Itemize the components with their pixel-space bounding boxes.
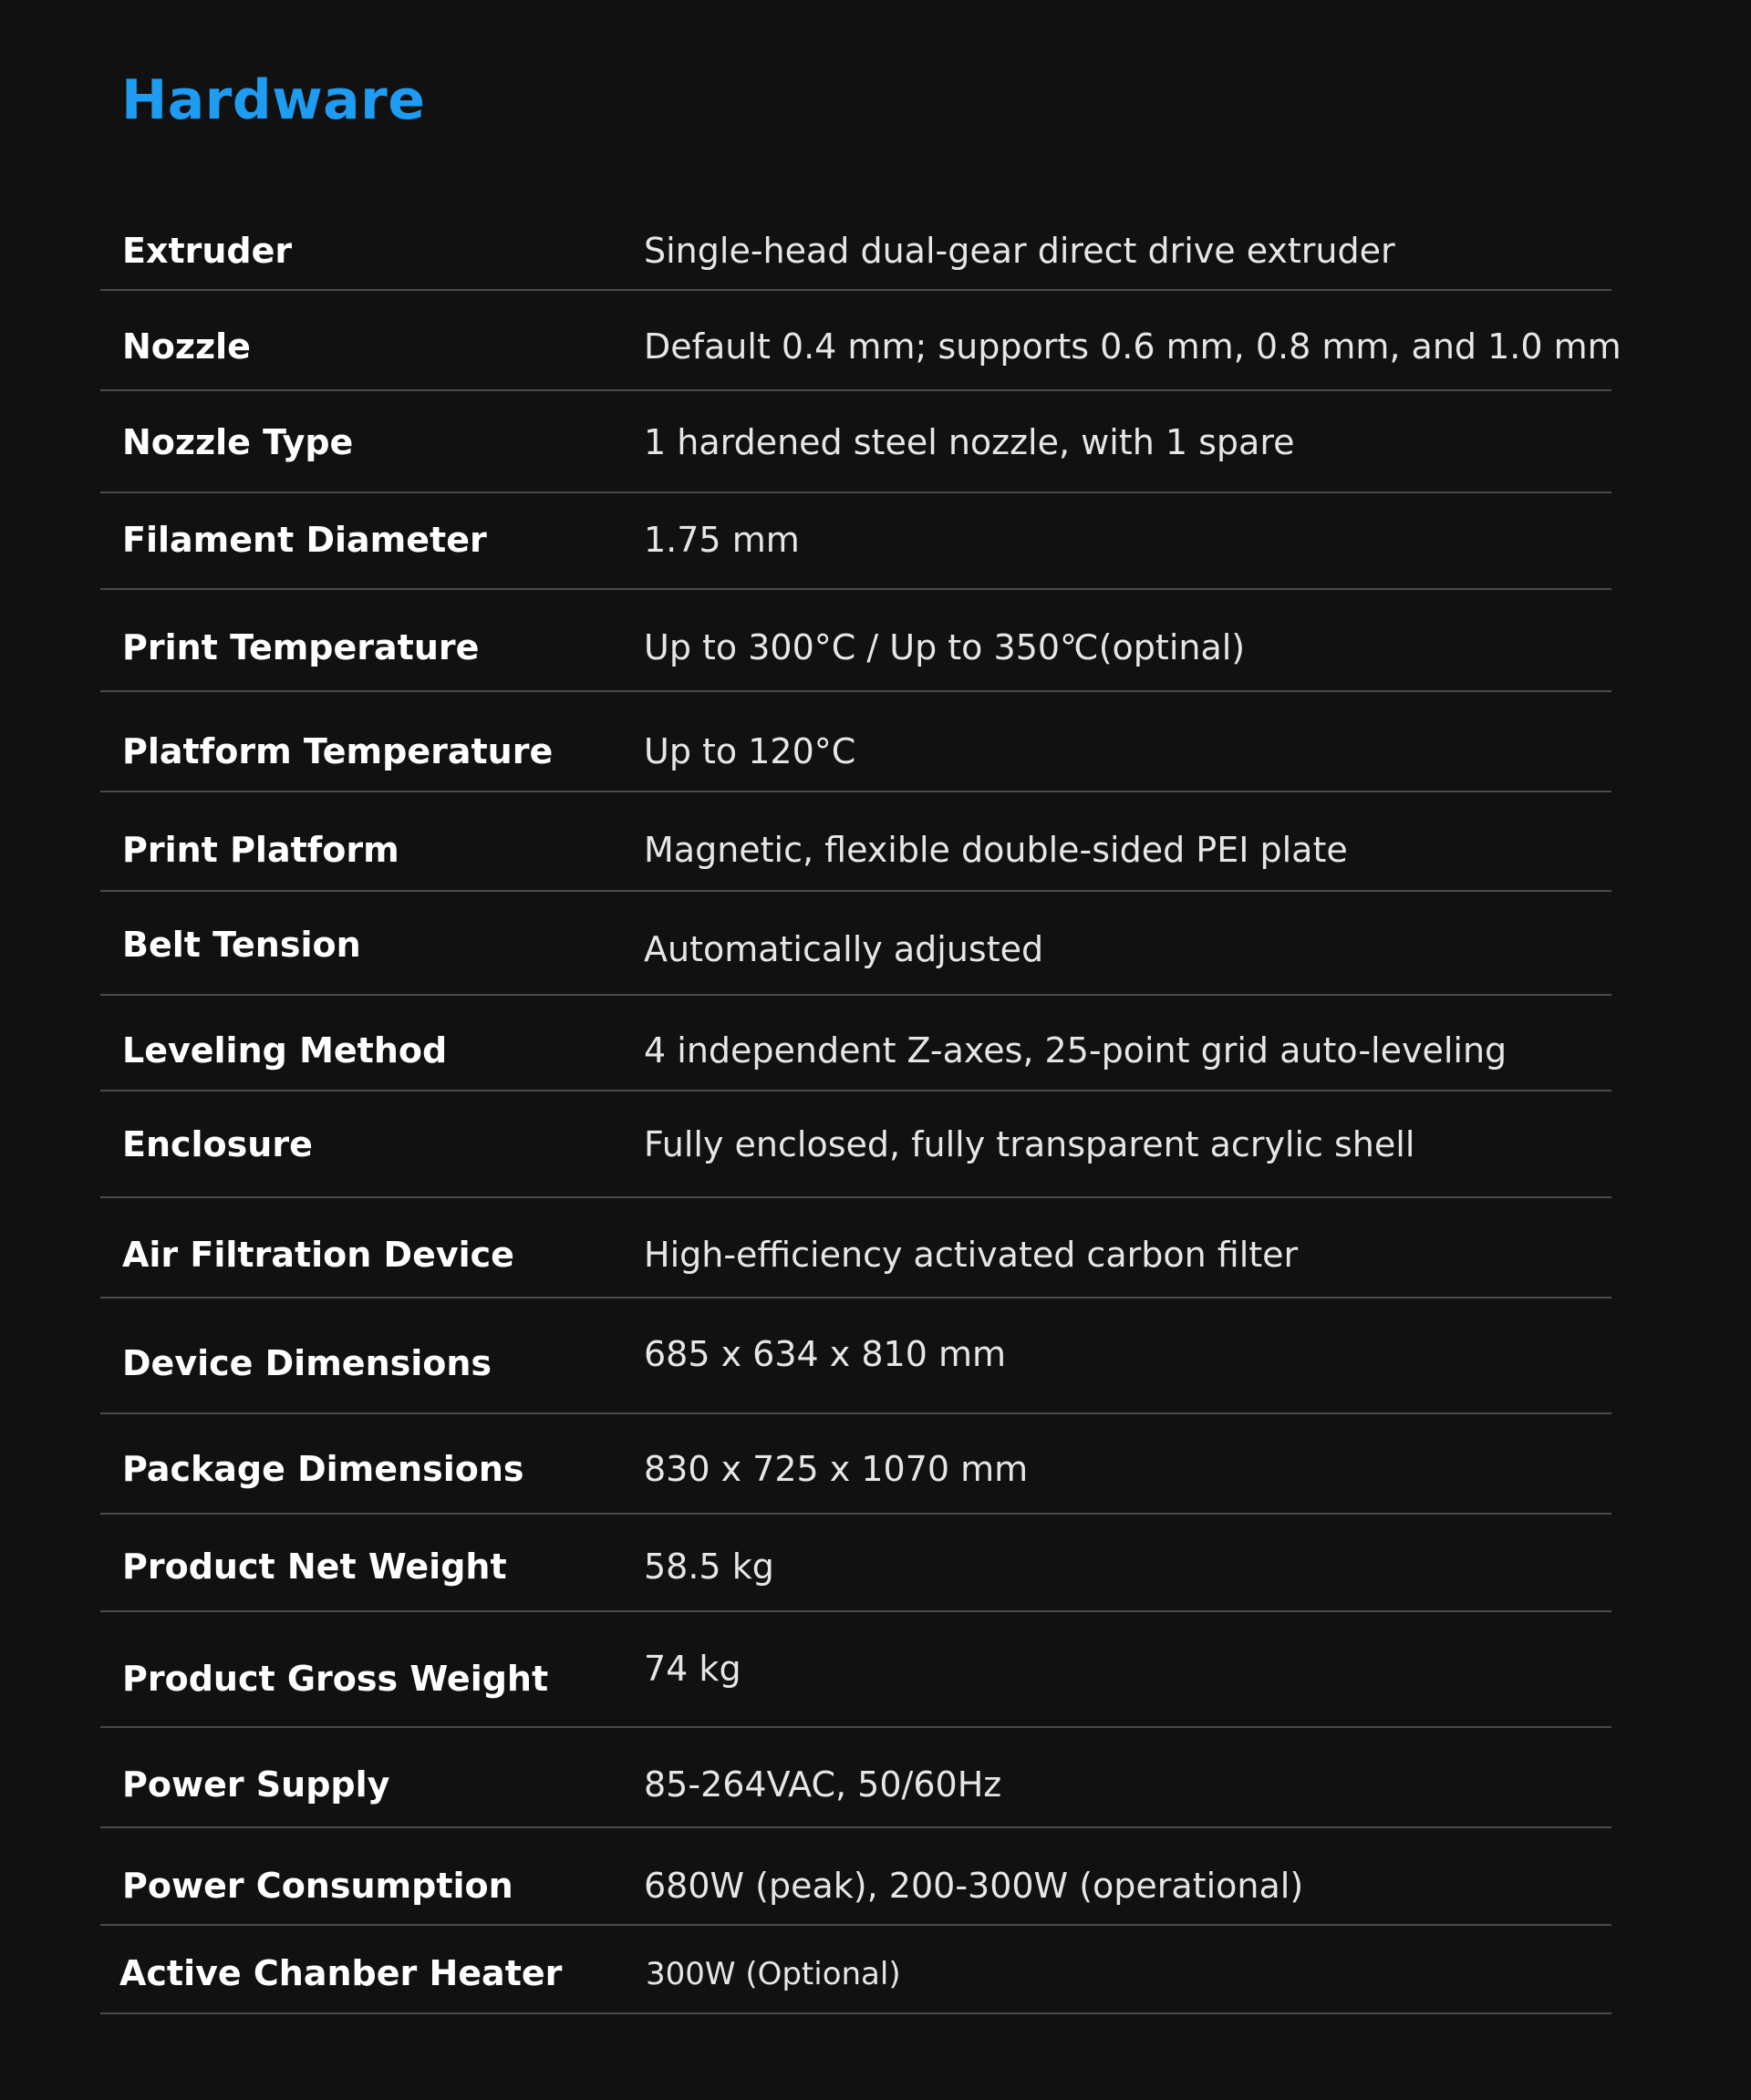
spec-value: 830 x 725 x 1070 mm bbox=[644, 1449, 1029, 1489]
spec-label: Nozzle bbox=[122, 326, 251, 367]
spec-label: Leveling Method bbox=[122, 1030, 448, 1071]
spec-value bbox=[644, 625, 1245, 670]
spec-value: Default 0.4 mm; supports 0.6 mm, 0.8 mm, and 1.0 mm bbox=[644, 326, 1621, 367]
spec-label: Filament Diameter bbox=[122, 520, 487, 560]
spec-row-device-dimensions bbox=[100, 1298, 1611, 1414]
spec-row-belt-tension bbox=[100, 892, 1611, 996]
spec-value: 74 kg bbox=[644, 1649, 741, 1689]
spec-label: Package Dimensions bbox=[122, 1449, 524, 1489]
spec-value: 58.5 kg bbox=[644, 1547, 774, 1587]
spec-value: Fully enclosed, fully transparent acrylic shell bbox=[644, 1124, 1415, 1164]
spec-value: Up to 120°C bbox=[644, 731, 856, 771]
spec-row-print-platform bbox=[100, 792, 1611, 892]
spec-row-filament-diameter bbox=[100, 493, 1611, 590]
spec-row-net-weight bbox=[100, 1515, 1611, 1612]
spec-row-air-filtration bbox=[100, 1198, 1611, 1298]
spec-value: 300W (Optional) bbox=[646, 1956, 901, 1992]
spec-label: Product Gross Weight bbox=[122, 1659, 549, 1699]
spec-row-nozzle-type bbox=[100, 391, 1611, 493]
spec-row-platform-temperature bbox=[100, 692, 1611, 792]
section-title: Hardware bbox=[121, 68, 426, 132]
spec-value: Magnetic, flexible double-sided PEI plate bbox=[644, 830, 1348, 870]
spec-value: 685 x 634 x 810 mm bbox=[644, 1334, 1006, 1374]
spec-row-gross-weight bbox=[100, 1612, 1611, 1728]
spec-label: Active Chanber Heater bbox=[119, 1953, 563, 1993]
spec-value: 4 independent Z-axes, 25-point grid auto-leveling bbox=[644, 1030, 1508, 1071]
spec-value: 85-264VAC, 50/60Hz bbox=[644, 1764, 1002, 1805]
spec-table bbox=[100, 187, 1621, 2014]
spec-label: Nozzle Type bbox=[122, 422, 354, 462]
spec-label: Print Platform bbox=[122, 830, 399, 870]
spec-row-print-temperature bbox=[100, 590, 1611, 692]
spec-label: Product Net Weight bbox=[122, 1547, 507, 1587]
spec-label: Extruder bbox=[122, 231, 293, 271]
spec-value: 1.75 mm bbox=[644, 520, 800, 560]
spec-value: 1 hardened steel nozzle, with 1 spare bbox=[644, 422, 1295, 462]
spec-value: Single-head dual-gear direct drive extruder bbox=[644, 231, 1395, 271]
spec-value-extra: / Up to 350℃(optinal) bbox=[855, 627, 1246, 667]
spec-value: 680W (peak), 200-300W (operational) bbox=[644, 1866, 1304, 1906]
spec-value: Automatically adjusted bbox=[644, 929, 1044, 969]
spec-row-chamber-heater bbox=[100, 1926, 1611, 2014]
spec-row-enclosure bbox=[100, 1091, 1611, 1198]
spec-label: Power Consumption bbox=[122, 1866, 513, 1906]
spec-row-package-dimensions bbox=[100, 1414, 1611, 1515]
spec-label: Device Dimensions bbox=[122, 1343, 492, 1383]
spec-row-extruder bbox=[100, 187, 1611, 291]
spec-label: Belt Tension bbox=[122, 925, 361, 965]
spec-label: Power Supply bbox=[122, 1764, 390, 1805]
spec-label: Air Filtration Device bbox=[122, 1235, 514, 1275]
spec-row-power-consumption bbox=[100, 1828, 1611, 1926]
spec-row-leveling-method bbox=[100, 996, 1611, 1091]
spec-row-nozzle bbox=[100, 291, 1621, 391]
spec-value-main: Up to 300°C bbox=[644, 627, 856, 667]
spec-label: Print Temperature bbox=[122, 627, 480, 667]
spec-value: High-efficiency activated carbon filter bbox=[644, 1235, 1299, 1275]
spec-label: Enclosure bbox=[122, 1124, 313, 1164]
spec-row-power-supply bbox=[100, 1728, 1611, 1828]
spec-label: Platform Temperature bbox=[122, 731, 554, 771]
